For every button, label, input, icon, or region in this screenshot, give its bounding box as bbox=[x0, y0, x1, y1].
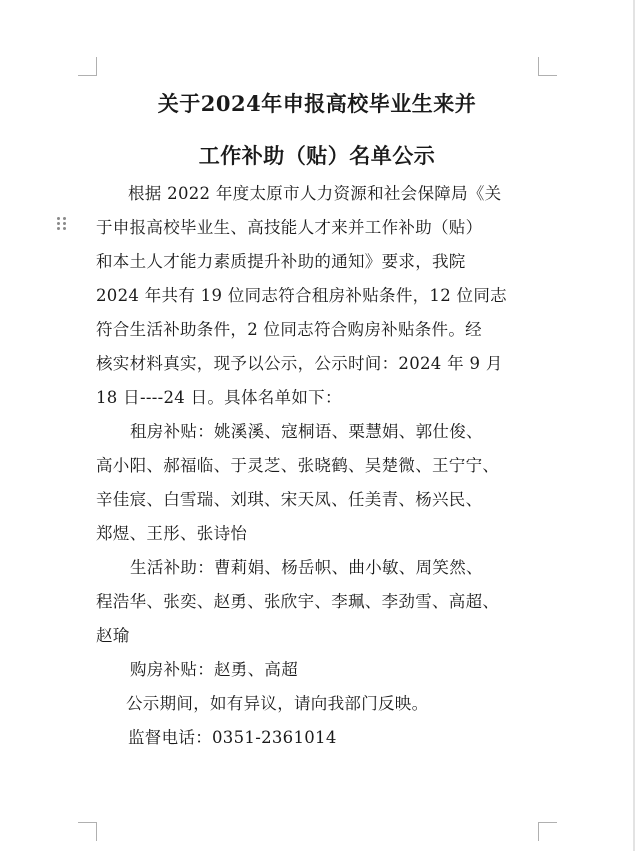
drag-handle-icon[interactable] bbox=[57, 217, 69, 231]
body-line: 和本土人才能力素质提升补助的通知》要求，我院 bbox=[96, 252, 466, 271]
living-subsidy-line: 生活补助：曹莉娟、杨岳帜、曲小敏、周笑然、 bbox=[130, 558, 483, 577]
rent-subsidy-line: 租房补贴：姚溪溪、寇桐语、栗慧娟、郭仕俊、 bbox=[130, 422, 483, 441]
margin-corner-bottom-right bbox=[538, 822, 557, 841]
rent-subsidy-line: 辛佳宸、白雪瑞、刘琪、宋天凤、任美青、杨兴民、 bbox=[96, 490, 483, 509]
document-title-line-2: 工作补助（贴）名单公示 bbox=[198, 143, 436, 168]
rent-subsidy-line: 高小阳、郝福临、于灵芝、张晓鹤、吴楚微、王宁宁、 bbox=[96, 456, 500, 475]
document-title-line-1: 关于2024年申报高校毕业生来并 bbox=[157, 91, 477, 116]
housing-purchase-subsidy-line: 购房补贴：赵勇、高超 bbox=[130, 660, 298, 679]
rent-subsidy-line: 郑煜、王彤、张诗怡 bbox=[96, 524, 248, 543]
body-line: 核实材料真实，现予以公示，公示时间：2024 年 9 月 bbox=[96, 354, 503, 373]
body-line: 2024 年共有 19 位同志符合租房补贴条件，12 位同志 bbox=[96, 286, 507, 305]
margin-corner-top-left bbox=[78, 57, 97, 76]
living-subsidy-line: 赵瑜 bbox=[96, 626, 130, 645]
body-line: 根据 2022 年度太原市人力资源和社会保障局《关 bbox=[128, 184, 502, 203]
margin-corner-bottom-left bbox=[78, 822, 97, 841]
objection-notice-line: 公示期间，如有异议，请向我部门反映。 bbox=[126, 694, 429, 713]
supervision-phone-line: 监督电话：0351-2361014 bbox=[128, 728, 337, 747]
body-line: 符合生活补助条件，2 位同志符合购房补贴条件。经 bbox=[96, 320, 482, 339]
margin-corner-top-right bbox=[538, 57, 557, 76]
living-subsidy-line: 程浩华、张奕、赵勇、张欣宇、李珮、李劲雪、高超、 bbox=[96, 592, 500, 611]
body-line: 18 日----24 日。具体名单如下： bbox=[96, 388, 342, 407]
body-line: 于申报高校毕业生、高技能人才来并工作补助（贴） bbox=[96, 218, 483, 237]
